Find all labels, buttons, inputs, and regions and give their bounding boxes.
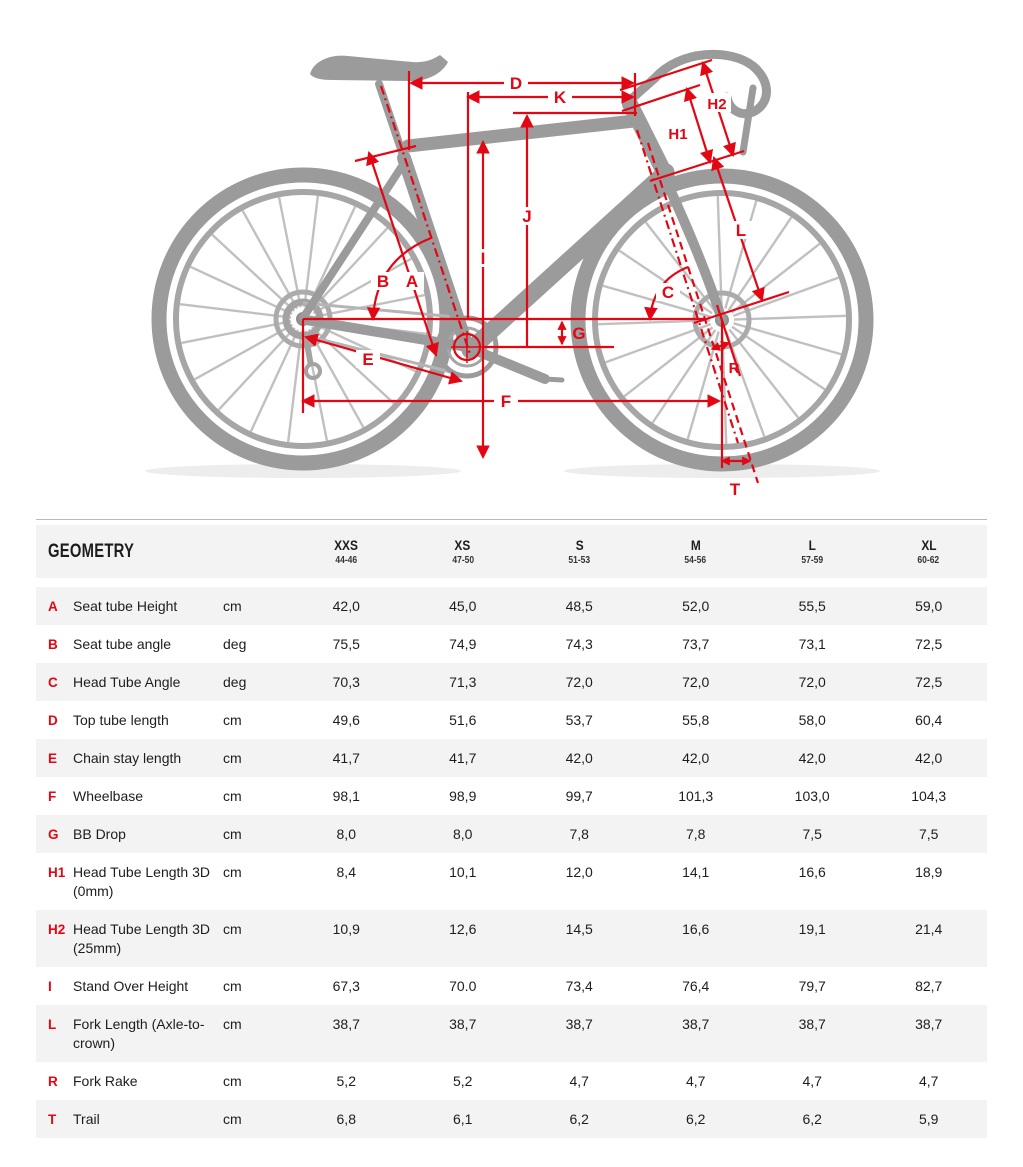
- dim-label-d: D: [509, 74, 523, 93]
- value-cell: 79,7: [798, 978, 826, 994]
- row-letter: C: [48, 675, 58, 690]
- value-cell: 103,0: [794, 788, 830, 804]
- value-cell: 10,9: [332, 921, 360, 937]
- table-title: [36, 525, 288, 578]
- value-cell: 72,5: [915, 636, 943, 652]
- table-row: [36, 625, 987, 663]
- column-header-m: M 54-56: [684, 537, 707, 566]
- table-row: [36, 853, 987, 910]
- row-label: Head Tube Angle: [73, 674, 181, 690]
- value-cell: 6,8: [336, 1111, 356, 1127]
- value-cell: 8,0: [453, 826, 473, 842]
- dim-label-j: J: [522, 207, 532, 226]
- value-cell: 75,5: [332, 636, 360, 652]
- table-row: [36, 739, 987, 777]
- table-title-text: GEOMETRY: [48, 540, 135, 562]
- value-cell: 82,7: [915, 978, 943, 994]
- value-cell: 55,5: [798, 598, 826, 614]
- dim-label-c: C: [661, 283, 675, 302]
- table-row: [36, 815, 987, 853]
- table-row: [36, 967, 987, 1005]
- value-cell: 76,4: [682, 978, 710, 994]
- value-cell: 51,6: [449, 712, 477, 728]
- dim-label-g: G: [572, 324, 586, 343]
- value-cell: 12,0: [565, 864, 593, 880]
- value-cell: 38,7: [798, 1016, 826, 1032]
- ground-shadow: [145, 464, 880, 478]
- column-header-xl: XL 60-62: [917, 537, 940, 566]
- value-cell: 7,8: [685, 826, 706, 842]
- dim-label-h2: H2: [707, 96, 727, 113]
- value-cell: 10,1: [449, 864, 477, 880]
- value-cell: 14,1: [682, 864, 710, 880]
- value-cell: 5,2: [336, 1073, 356, 1089]
- value-cell: 42,0: [565, 750, 593, 766]
- spacer-row: [36, 578, 987, 587]
- table-row: [36, 701, 987, 739]
- row-letter: B: [48, 637, 58, 652]
- row-unit: cm: [223, 712, 242, 728]
- dim-label-f: F: [500, 392, 512, 411]
- row-label: Head Tube Length 3D (25mm): [73, 921, 210, 956]
- value-cell: 6,2: [685, 1111, 706, 1127]
- value-cell: 5,2: [453, 1073, 473, 1089]
- row-letter: H2: [48, 922, 66, 937]
- value-cell: 7,5: [802, 826, 822, 842]
- row-unit: cm: [223, 1073, 242, 1089]
- dim-label-h1: H1: [668, 126, 688, 143]
- row-label: Fork Rake: [73, 1073, 138, 1089]
- table-row: [36, 1062, 987, 1100]
- value-cell: 38,7: [332, 1016, 360, 1032]
- value-cell: 60,4: [915, 712, 943, 728]
- row-letter: L: [48, 1017, 57, 1032]
- row-letter: I: [48, 979, 52, 994]
- value-cell: 72,0: [565, 674, 593, 690]
- value-cell: 4,7: [569, 1073, 589, 1089]
- bike-diagram-svg: [0, 0, 1023, 519]
- row-letter: D: [48, 713, 58, 728]
- row-unit: cm: [223, 864, 242, 880]
- value-cell: 6,2: [569, 1111, 589, 1127]
- value-cell: 38,7: [915, 1016, 943, 1032]
- value-cell: 38,7: [682, 1016, 710, 1032]
- bike-geometry-diagram: [0, 0, 1023, 519]
- value-cell: 53,7: [565, 712, 593, 728]
- value-cell: 6,2: [802, 1111, 822, 1127]
- value-cell: 72,5: [915, 674, 943, 690]
- value-cell: 12,6: [449, 921, 477, 937]
- row-unit: cm: [223, 1016, 242, 1032]
- saddle: [310, 55, 448, 81]
- table-row: [36, 663, 987, 701]
- row-letter: E: [48, 751, 58, 766]
- row-letter: T: [48, 1112, 57, 1127]
- row-letter: H1: [48, 865, 66, 880]
- row-unit: cm: [223, 978, 242, 994]
- value-cell: 49,6: [332, 712, 360, 728]
- value-cell: 70.0: [449, 978, 477, 994]
- value-cell: 98,9: [449, 788, 477, 804]
- value-cell: 8,4: [336, 864, 356, 880]
- value-cell: 74,3: [565, 636, 593, 652]
- row-letter: A: [48, 599, 58, 614]
- dim-label-k: K: [553, 88, 567, 107]
- value-cell: 99,7: [565, 788, 593, 804]
- value-cell: 18,9: [915, 864, 943, 880]
- value-cell: 104,3: [911, 788, 947, 804]
- value-cell: 6,1: [453, 1111, 473, 1127]
- geometry-table: [36, 525, 987, 1138]
- value-cell: 7,8: [569, 826, 589, 842]
- row-unit: cm: [223, 826, 242, 842]
- column-header-l: L 57-59: [801, 537, 824, 566]
- value-cell: 72,0: [682, 674, 710, 690]
- table-row: [36, 1005, 987, 1062]
- value-cell: 58,0: [798, 712, 826, 728]
- value-cell: 19,1: [798, 921, 826, 937]
- row-label: Fork Length (Axle-to-crown): [73, 1016, 205, 1051]
- value-cell: 45,0: [449, 598, 477, 614]
- row-label: Seat tube angle: [73, 636, 172, 652]
- table-row: [36, 587, 987, 625]
- row-label: Head Tube Length 3D (0mm): [73, 864, 210, 899]
- value-cell: 4,7: [802, 1073, 822, 1089]
- dim-label-r: R: [728, 360, 740, 377]
- value-cell: 74,9: [449, 636, 477, 652]
- value-cell: 16,6: [798, 864, 826, 880]
- row-unit: cm: [223, 921, 242, 937]
- value-cell: 8,0: [336, 826, 356, 842]
- dim-label-a: A: [405, 272, 419, 291]
- value-cell: 101,3: [678, 788, 714, 804]
- value-cell: 16,6: [682, 921, 710, 937]
- table-row: [36, 777, 987, 815]
- value-cell: 41,7: [332, 750, 360, 766]
- value-cell: 59,0: [915, 598, 943, 614]
- value-cell: 41,7: [449, 750, 477, 766]
- row-label: Trail: [73, 1111, 100, 1127]
- column-header-s: S 51-53: [568, 537, 591, 566]
- value-cell: 72,0: [798, 674, 826, 690]
- geometry-table-section: [36, 519, 987, 1138]
- row-label: Wheelbase: [73, 788, 144, 804]
- value-cell: 4,7: [918, 1073, 939, 1089]
- value-cell: 42,0: [798, 750, 826, 766]
- value-cell: 42,0: [915, 750, 943, 766]
- value-cell: 73,1: [798, 636, 826, 652]
- value-cell: 7,5: [918, 826, 939, 842]
- row-unit: deg: [223, 674, 247, 690]
- value-cell: 73,4: [565, 978, 593, 994]
- row-letter: R: [48, 1074, 58, 1089]
- row-label: BB Drop: [73, 826, 126, 842]
- value-cell: 14,5: [565, 921, 593, 937]
- row-label: Stand Over Height: [73, 978, 189, 994]
- value-cell: 55,8: [682, 712, 710, 728]
- row-letter: F: [48, 789, 57, 804]
- dim-label-b: B: [376, 272, 390, 291]
- dim-label-l: L: [735, 221, 747, 240]
- dim-label-e: E: [362, 350, 374, 369]
- table-row: [36, 910, 987, 967]
- value-cell: 48,5: [565, 598, 593, 614]
- value-cell: 67,3: [332, 978, 360, 994]
- value-cell: 71,3: [449, 674, 477, 690]
- value-cell: 4,7: [685, 1073, 706, 1089]
- value-cell: 38,7: [449, 1016, 477, 1032]
- column-header-xs: XS 47-50: [451, 537, 474, 566]
- row-unit: cm: [223, 1111, 242, 1127]
- row-unit: cm: [223, 750, 242, 766]
- table-header-row: [36, 525, 987, 578]
- value-cell: 21,4: [915, 921, 943, 937]
- row-unit: deg: [223, 636, 247, 652]
- value-cell: 98,1: [332, 788, 360, 804]
- value-cell: 70,3: [332, 674, 360, 690]
- table-row: [36, 1100, 987, 1138]
- value-cell: 42,0: [332, 598, 360, 614]
- row-unit: cm: [223, 598, 242, 614]
- row-label: Chain stay length: [73, 750, 182, 766]
- value-cell: 42,0: [682, 750, 710, 766]
- row-label: Seat tube Height: [73, 598, 178, 614]
- row-letter: G: [48, 827, 59, 842]
- value-cell: 38,7: [565, 1016, 593, 1032]
- value-cell: 73,7: [682, 636, 710, 652]
- value-cell: 52,0: [682, 598, 710, 614]
- value-cell: 5,9: [918, 1111, 939, 1127]
- dim-label-i: I: [480, 249, 486, 268]
- row-unit: cm: [223, 788, 242, 804]
- column-header-xxs: XXS 44-46: [334, 537, 359, 566]
- row-label: Top tube length: [73, 712, 169, 728]
- dim-label-t: T: [729, 480, 741, 499]
